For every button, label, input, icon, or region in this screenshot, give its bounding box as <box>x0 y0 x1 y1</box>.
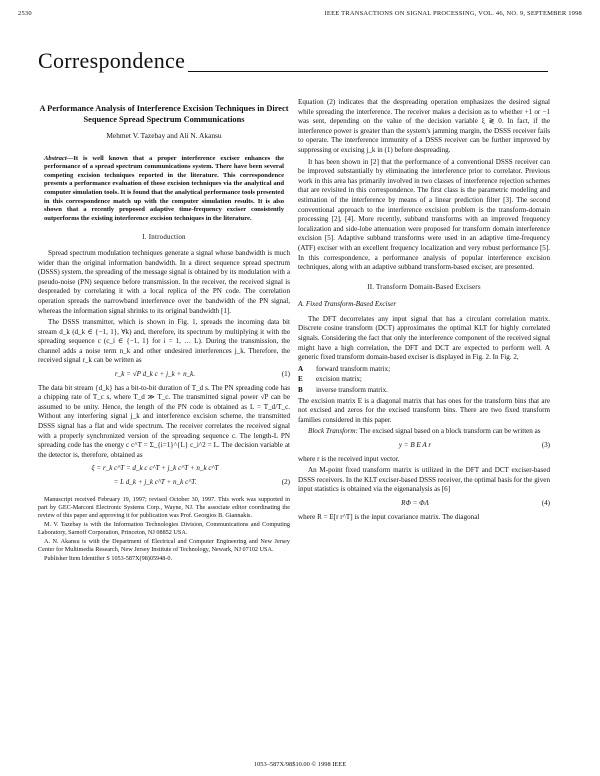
paragraph: The data bit stream {d_k} has a bit-to-bit duration of T_d s. The PN spreading code has a chipping rate of T_c s, where T_d ≫ T_c. The transmitted signal power √P can be assumed to be unity. Hence, the length of the PN code is obtained as L = T_d/T_c. Without any interfering signal j_k and interference excision scheme, the transmitted DSSS signal has a flat and wide spectrum. The receiver correlates the received signal with a properly synchronized version of the spreading sequence c. The length-L PN spreading code has the energy c c^T = Σ_{i=1}^{L} c_i^2 = L. The decision variable at the detector is, therefore, obtained as <box>38 383 290 459</box>
paragraph: It has been shown in [2] that the performance of a conventional DSSS receiver can be improved substantially by eliminating the interference prior to correlator. Previous work in this area has primarily involved in two classes of interference rejection schemes that are revisited in this correspondence. The first class is the parametric modeling and estimation of the interference by means of a linear prediction filter [3]. The second conventional approach to the interference excision problem is the transform-domain processing [2], [4]. More recently, subband transforms with an improved frequency localization and side-lobe attenuation were proposed for transform domain interference excision [5]. Adaptive subband transforms were used in an adaptive time-frequency (ATF) exciser with an excellent frequency localization and very robust performance [5]. In this correspondence, a performance analysis of popular interference excision techniques, along with an adaptive subband transform-based exciser, are presented. <box>298 157 550 272</box>
section-heading-transform: II. Transform Domain-Based Excisers <box>367 282 481 291</box>
subsection-heading: A. Fixed Transform-Based Exciser <box>298 300 397 309</box>
footnotes <box>38 496 290 563</box>
banner-rule <box>188 71 548 72</box>
article-title: A Performance Analysis of Interference Excision Techniques in Direct Sequence Spread Spectrum Communications <box>39 104 289 124</box>
equation-1 <box>38 370 290 380</box>
equation-body: = L d_k + j_k c^T + n_k c^T. <box>113 478 197 486</box>
paragraph: The excision matrix E is a diagonal matrix that has ones for the transform bins that are not excised and zeros for the excised transform bins. There are two fixed transform families considered in this paper. <box>298 396 550 424</box>
paragraph: Spread spectrum modulation techniques generate a signal whose bandwidth is much wider than the original information bandwidth. In a direct sequence spread spectrum (DSSS) system, the spreading of the message signal is obtained by its modulation with a pseudo-noise (PN) sequence before transmission. In the receiver, the received signal is despreaded by correlating it with a local replica of the PN code. The correlation operation spreads the narrowband interference over the bandwidth of the PN signal, whereas the information signal shrinks to its original bandwidth [1]. <box>38 248 290 315</box>
page-number: 2530 <box>18 10 32 17</box>
paragraph: The DFT decorrelates any input signal that has a circulant correlation matrix. Discrete cosine transform (DCT) approximates the optimal KLT for highly correlated signals. Considering the fact that only the interference component of the received signal might have a high correlation, the DFT and DCT are expected to perform well. A generic fixed transform domain-based exciser is displayed in Fig. 2. In Fig. 2, <box>298 314 550 362</box>
left-column <box>38 98 290 564</box>
footnote: Manuscript received February 19, 1997; revised October 30, 1997. This work was supported in part by GEC-Marconi Electronic Systems Corp., Wayne, NJ. The associate editor coordinating the review of this paper and approving it for publication was Prof. Georgios B. Giannakis. <box>38 495 290 519</box>
copyright-footer: 1053–587X/98$10.00 © 1998 IEEE <box>253 761 347 768</box>
equation-body: r_k = √P d_k c + j_k + n_k. <box>114 370 196 379</box>
equation-number: (4) <box>541 498 550 507</box>
equation-2a <box>38 464 290 474</box>
paragraph: An M-point fixed transform matrix is utilized in the DFT and DCT exciser-based DSSS receivers. In the KLT exciser-based DSSS receiver, the optimal basis for the given input statistics is obtained via the eigenanalysis as [6] <box>298 466 550 494</box>
paragraph: Equation (2) indicates that the despreading operation emphasizes the desired signal while spreading the interference. The receiver makes a decision as to whether +1 or −1 was sent, depending on the value of the decision variable ξ ≷ 0. In fact, if the interference power is greater than the system's jamming margin, the DSSS receiver fails to operate. The interference immunity of a DSSS receiver can be further improved by suppressing or excising j_k in (1) before despreading. <box>298 98 550 154</box>
equation-2b <box>38 478 290 488</box>
footnote: Publisher Item Identifier S 1053-587X(98)05948-0. <box>44 554 173 562</box>
equation-4 <box>298 499 550 509</box>
footnote: A. N. Akansu is with the Department of Electrical and Computer Engineering and New Jersey Center for Multimedia Research, New Jersey Institute of Technology, Newark, NJ 07102 USA. <box>38 537 290 553</box>
abstract <box>44 155 284 224</box>
running-header <box>18 10 582 17</box>
right-column <box>298 98 550 524</box>
equation-body: RΦ = ΦΛ <box>401 498 429 507</box>
equation-body: y = B E A r <box>398 441 432 449</box>
equation-body: ξ = r_k c^T = d_k c c^T + j_k c^T + n_k c^T <box>91 464 219 473</box>
equation-3 <box>298 441 550 451</box>
paragraph: The DSSS transmitter, which is shown in Fig. 1, spreads the incoming data bit stream d_k (d_k ∈ {−1, 1}, ∀k) and, therefore, its spectrum by multiplying it with the spreading sequence c (c_i ∈ {−1, 1} for i = 1, … L). During the transmission, the channel adds a noise term n_k and other undesired interferences j_k. Therefore, the received signal r_k can be written as <box>38 318 290 365</box>
paragraph: where r is the received input vector. <box>298 454 400 463</box>
equation-number: (2) <box>281 478 290 486</box>
section-heading-introduction: I. Introduction <box>142 233 186 242</box>
symbol-list <box>298 365 550 396</box>
list-item: E excision matrix; <box>298 375 362 384</box>
footnote: M. V. Tazebay is with the Information Technologies Division, Communications and Computing Laboratory, Sarnoff Corporation, Princeton, NJ 08852 USA. <box>38 520 290 536</box>
equation-number: (3) <box>541 441 550 449</box>
equation-number: (1) <box>281 370 290 379</box>
journal-name: IEEE TRANSACTIONS ON SIGNAL PROCESSING, VOL. 46, NO. 9, SEPTEMBER 1998 <box>324 10 582 17</box>
abstract-text: It is well known that a proper interference exciser enhances the performance of a spread spectrum communications system. There have been several competing excision techniques reported in the literature. This correspondence presents a performance evaluation of those excision techniques via the analytical and computer simulation tools. It is found that the analytical performance tools presented in this correspondence match up with the computer simulation results. It is also shown that a recently proposed adaptive time-frequency exciser consistently outperforms the existing interference excision techniques in the literature. <box>44 154 284 222</box>
list-item: B inverse transform matrix. <box>298 386 388 395</box>
section-banner: Correspondence <box>38 48 186 73</box>
article-authors: Mehmet V. Tazebay and Ali N. Akansu <box>106 131 222 140</box>
abstract-label: Abstract— <box>44 154 74 162</box>
paragraph: where R = E[r r^T] is the input covariance matrix. The diagonal <box>298 512 480 521</box>
list-item: A forward transform matrix; <box>298 364 391 373</box>
paragraph: Block Transform: The excised signal based on a block transform can be written as <box>308 427 541 436</box>
